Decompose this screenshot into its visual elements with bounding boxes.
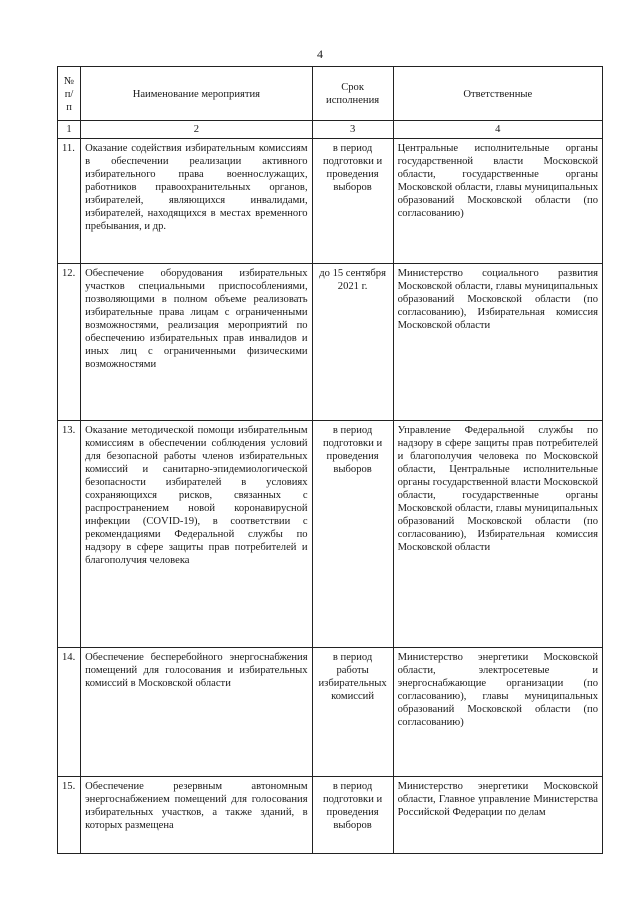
event-name: Обеспечение бесперебойного энергоснабжения помещений для голосования и избирательных комиссий в Московской области — [81, 648, 312, 777]
table-header-row — [58, 67, 603, 121]
event-name: Обеспечение резервным автономным энергоснабжением помещений для голосования избирательных участков, а также зданий, в которых размещена — [81, 777, 312, 854]
event-responsible: Министерство энергетики Московской области, Главное управление Министерства Российской Федерации по делам — [393, 777, 602, 854]
event-name: Оказание содействия избирательным комиссиям в обеспечении реализации активного избирательного права военнослужащих, работников правоохранительных органов, избирателей, являющихся инвалидами, избирателей, находящихся в местах временного пребывания, и др. — [81, 139, 312, 264]
row-number: 13. — [58, 421, 81, 648]
event-responsible: Центральные исполнительные органы государственной власти Московской области, государственные органы Московской области, главы муниципальных образований Московской области (по согласованию) — [393, 139, 602, 264]
column-number: 2 — [81, 121, 312, 139]
row-number: 15. — [58, 777, 81, 854]
row-number: 14. — [58, 648, 81, 777]
page-number: 4 — [317, 47, 323, 61]
column-number: 1 — [58, 121, 81, 139]
event-responsible: Министерство энергетики Московской области, электросетевые и энергоснабжающие организации (по согласованию), главы муниципальных образований Московской области (по согласованию) — [393, 648, 602, 777]
table-row — [58, 421, 603, 648]
column-number: 3 — [312, 121, 393, 139]
event-deadline: в период подготовки и проведения выборов — [312, 139, 393, 264]
event-name: Оказание методической помощи избирательным комиссиям в обеспечении соблюдения условий для безопасной работы членов избирательных комиссий и санитарно-эпидемиологической безопасности избирателей в условиях сохраняющихся рисков, связанных с распространением новой коронавирусной инфекции (COVID-19), в соответствии с рекомендациями Федеральной службы по надзору в сфере защиты прав потребителей и благополучия человека — [81, 421, 312, 648]
table-row — [58, 139, 603, 264]
event-responsible: Министерство социального развития Московской области, главы муниципальных образований Московской области (по согласованию), Избирательная комиссия Московской области — [393, 264, 602, 421]
event-name: Обеспечение оборудования избирательных участков специальными приспособлениями, позволяющими в полном объеме реализовать избирательные права лицам с ограниченными возможностями, реализация мероприятий по обеспечению избирательных прав инвалидов и иных лиц с ограниченными физическими возможностями — [81, 264, 312, 421]
event-deadline: в период подготовки и проведения выборов — [312, 421, 393, 648]
header-date: Срок исполнения — [312, 67, 393, 121]
event-deadline: в период работы избирательных комиссий — [312, 648, 393, 777]
row-number: 12. — [58, 264, 81, 421]
header-name: Наименование мероприятия — [81, 67, 312, 121]
table-row — [58, 648, 603, 777]
event-deadline: до 15 сентября 2021 г. — [312, 264, 393, 421]
event-responsible: Управление Федеральной службы по надзору в сфере защиты прав потребителей и благополучия человека по Московской области, Центральные исполнительные органы государственной власти Московской области, государственные органы Московской области, главы муниципальных образований Московской области (по согласованию), Избирательная комиссия Московской области — [393, 421, 602, 648]
events-table — [57, 66, 603, 854]
table-row — [58, 777, 603, 854]
column-numbers-row — [58, 121, 603, 139]
column-number: 4 — [393, 121, 602, 139]
row-number: 11. — [58, 139, 81, 264]
event-deadline: в период подготовки и проведения выборов — [312, 777, 393, 854]
header-no: № п/п — [58, 67, 81, 121]
header-responsible: Ответственные — [393, 67, 602, 121]
table-row — [58, 264, 603, 421]
